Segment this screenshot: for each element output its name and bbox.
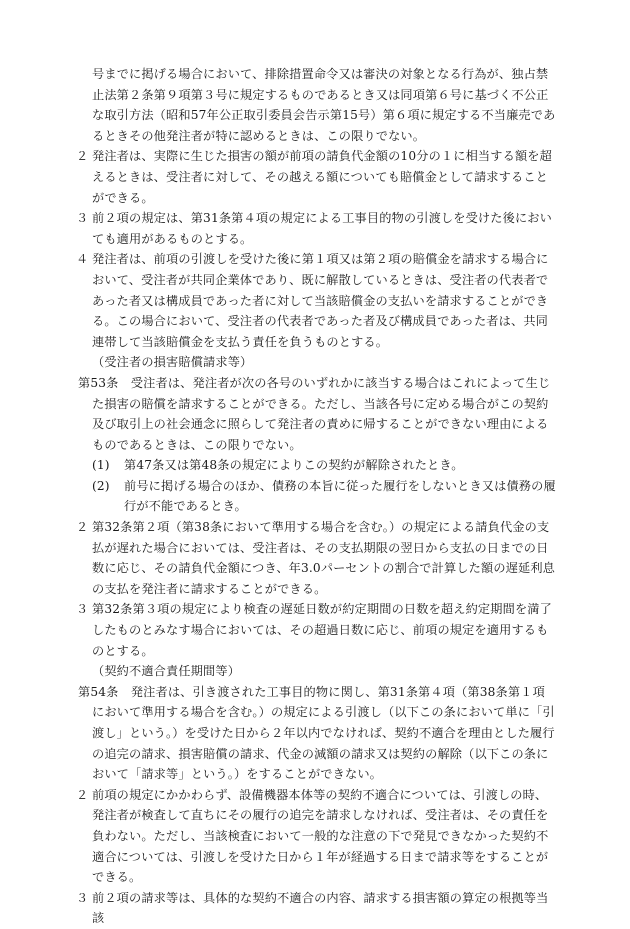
paragraph-text: 発注者は、前項の引渡しを受けた後に第１項又は第２項の賠償金を請求する場合において、受注者が共同企業体であり、既に解散しているときは、受注者の代表者であった者又は構成員であった者に対して当該賠償金の支払いを請求することができる。この場合において、受注者の代表者であった者及び構成員であった者は、共同連帯して当該賠償金を支払う責任を負うものとする。: [92, 252, 549, 349]
paragraph-text: 前２項の請求等は、具体的な契約不適合の内容、請求する損害額の算定の根拠等当該: [92, 890, 549, 926]
item-text: 前号に掲げる場合のほか、債務の本旨に従った履行をしないとき又は債務の履行が不能であるとき。: [124, 478, 556, 514]
article-53-paragraph-2: [78, 517, 556, 599]
paragraph-text: 第32条第３項の規定により検査の遅延日数が約定期間の日数を超え約定期間を満了したものとみなす場合においては、その超過日数に応じ、前項の規定を適用するものとする。: [92, 602, 552, 658]
paragraph-number: ３: [76, 211, 89, 226]
paragraph-number: ３: [76, 602, 89, 617]
paragraph-number: ２: [76, 520, 89, 535]
article-53-item-1: [78, 455, 556, 476]
article-text: 発注者は、引き渡された工事目的物に関し、第31条第４項（第38条第１項において準用する場合を含む。）の規定による引渡し（以下この条において単に「引渡し」という。）を受けた日から２年以内でなければ、契約不適合を理由とした履行の追完の請求、損害賠償の請求、代金の減額の請求又は契約の解除（以下この条において「請求等」という。）をすることができない。: [92, 684, 555, 782]
paragraph-number: ３: [76, 890, 89, 905]
paragraph-text: 前２項の規定は、第31条第４項の規定による工事目的物の引渡しを受けた後においても適用があるものとする。: [92, 211, 552, 246]
article-text: 受注者は、発注者が次の各号のいずれかに該当する場合はこれによって生じた損害の賠償を請求することができる。ただし、当該各号に定める場合がこの契約及び取引上の社会通念に照らして発注者の責めに帰することができない理由によるものであるときは、この限りでない。: [92, 375, 551, 452]
article-52-paragraph-4: [78, 249, 556, 352]
article-53-item-2: [78, 476, 556, 517]
item-text: 第47条又は第48条の規定によりこの契約が解除されたとき。: [124, 458, 464, 473]
article-54-paragraph-3: [78, 888, 556, 929]
article-52-paragraph-3: [78, 208, 556, 249]
document-page: [78, 64, 556, 929]
article-54: [78, 682, 556, 785]
paragraph-text: 前項の規定にかかわらず、設備機器本体等の契約不適合については、引渡しの時、発注者が検査して直ちにその履行の追完を請求しなければ、受注者は、その責任を負わない。ただし、当該検査において一般的な注意の下で発見できなかった契約不適合については、引渡しを受けた日から１年が経過する日まで請求等をすることができる。: [92, 787, 549, 885]
article-54-heading: （契約不適合責任期間等）: [92, 664, 241, 679]
article-54-paragraph-2: [78, 785, 556, 888]
paragraph-number: ２: [76, 149, 89, 164]
article-number: 第53条: [78, 375, 119, 390]
article-52-paragraph-2: [78, 146, 556, 208]
article-53: [78, 373, 556, 455]
article-53-heading: （受注者の損害賠償請求等）: [92, 355, 253, 370]
paragraph-number: ４: [76, 252, 89, 267]
paragraph-text: 第32条第２項（第38条において準用する場合を含む。）の規定による請負代金の支払が遅れた場合においては、受注者は、その支払期限の翌日から支払の日までの日数に応じ、その請負代金額につき、年3.0パーセントの割合で計算した額の遅延利息の支払を発注者に請求することができる。: [92, 520, 556, 596]
paragraph-text: 発注者は、実際に生じた損害の額が前項の請負代金額の10分の１に相当する額を超えるときは、受注者に対して、その越える額についても賠償金として請求することができる。: [92, 149, 552, 205]
item-number: (2): [92, 478, 110, 493]
item-number: (1): [92, 458, 110, 473]
paragraph-number: ２: [76, 787, 89, 802]
article-number: 第54条: [78, 684, 119, 699]
article-53-paragraph-3: [78, 599, 556, 661]
article-52-continuation: 号までに掲げる場合において、排除措置命令又は審決の対象となる行為が、独占禁止法第２条第９項第３号に規定するものであるとき又は同項第６号に基づく不公正な取引方法（昭和57年公正取引委員会告示第15号）第６項に規定する不当廉売であるときその他発注者が特に認めるときは、この限りでない。: [92, 67, 556, 143]
